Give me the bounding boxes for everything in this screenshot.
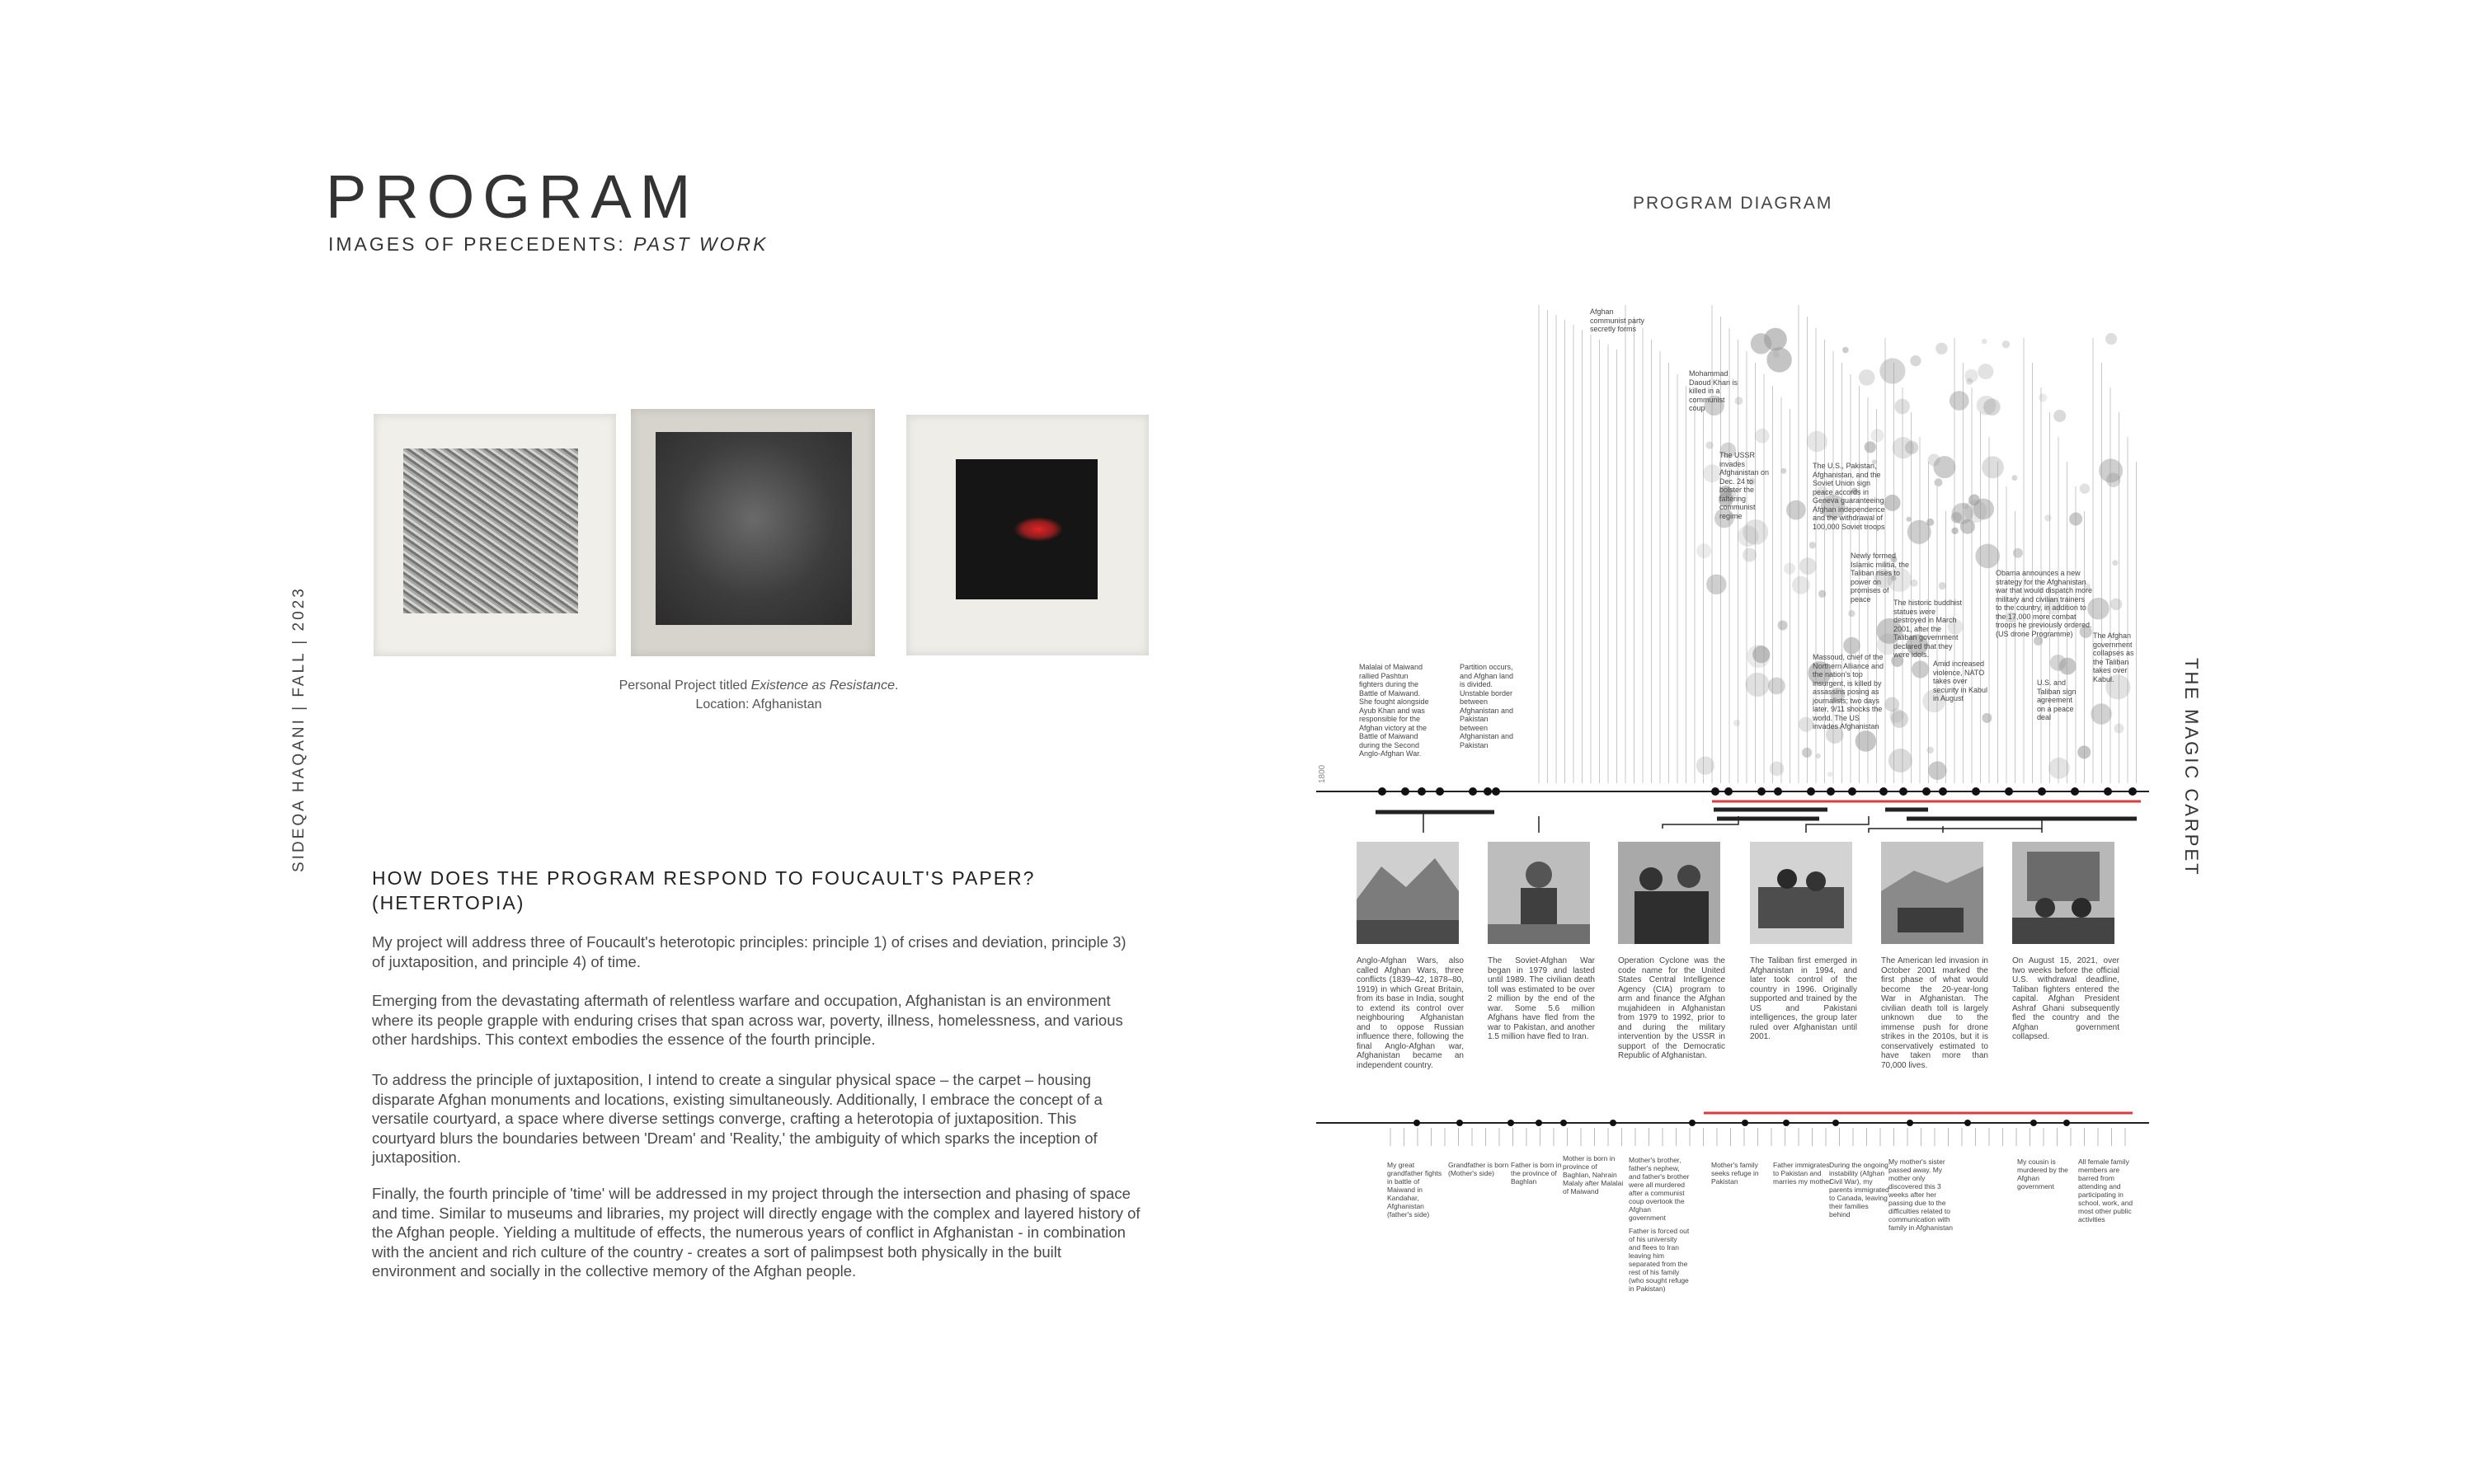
event-density-bubble <box>2048 758 2070 779</box>
timeline-event-dot <box>1807 787 1815 796</box>
timeline-note: The Afghan government collapses as the Taliban takes over Kabul. <box>2093 632 2134 683</box>
event-density-bubble <box>1743 548 1757 562</box>
project-side-label: THE MAGIC CARPET <box>2181 658 2202 877</box>
event-density-bubble <box>1755 429 1770 444</box>
event-density-bubble <box>1792 576 1810 594</box>
timeline-event-dot <box>1401 787 1409 796</box>
family-event-dot <box>1742 1120 1748 1126</box>
essay-paragraph: Finally, the fourth principle of 'time' will be addressed in my project through the intersection and phasing of space and time. Similar to museums and libraries, my project will directly engage with the complex and layered history of the Afghan people. Yielding a multitude of effects, the numerous years of conflict in Afghanistan - in combination with the ancient and rich culture of the country - creates a sort of palimpsest both physically in the built environment and socially in the collective memory of the Afghan people. <box>372 1185 1141 1280</box>
event-density-bubble <box>2002 340 2010 348</box>
caption-suffix: . <box>894 679 899 693</box>
essay-question: HOW DOES THE PROGRAM RESPOND TO FOUCAULT'S PAPER? (HETERTOPIA) <box>372 867 1036 913</box>
family-event-dot <box>1507 1120 1514 1126</box>
caption-prefix: Personal Project titled <box>618 679 751 693</box>
event-density-bubble <box>1778 621 1788 631</box>
family-timeline-note: During the ongoing instability (Afghan Civil War), my parents immigrated to Canada, leaving their families behind <box>1829 1161 1889 1219</box>
family-event-dot <box>1964 1120 1971 1126</box>
family-timeline-note: Grandfather is born (Mother's side) <box>1448 1161 1509 1177</box>
event-density-bubble <box>1977 396 1997 416</box>
event-density-bubble <box>1865 441 1876 453</box>
event-density-bubble <box>1893 437 1914 458</box>
event-density-bubble <box>1934 456 1956 478</box>
event-density-bubble <box>1856 730 1877 752</box>
event-density-bubble <box>1935 343 1947 355</box>
event-density-bubble <box>1802 748 1812 758</box>
timeline-event-dot <box>2038 787 2046 796</box>
family-timeline-note: Father is born in the province of Baghlan <box>1511 1161 1562 1186</box>
event-density-bubble <box>1907 517 1912 522</box>
event-density-bubble <box>1939 582 1946 589</box>
photo-american-invasion <box>1881 842 1983 944</box>
artwork-caption <box>577 676 940 714</box>
timeline-note: Partition occurs, and Afghan land is divided. Unstable border between Afghanistan and Pakistan between Afghanistan and Pakistan <box>1460 663 1514 749</box>
event-density-bubble <box>1859 369 1875 386</box>
event-density-bubble <box>1773 351 1780 358</box>
timeline-event-dot <box>1436 787 1444 796</box>
timeline-note: Malalai of Maiwand rallied Pashtun fighters during the Battle of Maiwand. She fought alongside Ayub Khan and was responsible for the Afghan victory at the Battle of Maiwand during the Second Anglo-Afghan War. <box>1359 663 1429 758</box>
event-density-bubble <box>1751 333 1771 354</box>
photo-operation-cyclone <box>1618 842 1720 944</box>
event-density-bubble <box>1966 378 1973 385</box>
event-density-bubble <box>2114 724 2124 734</box>
event-density-bubble <box>1768 678 1785 695</box>
timeline-event-dot <box>1774 787 1782 796</box>
event-density-bubble <box>1928 761 1947 780</box>
event-density-bubble <box>1935 478 1943 486</box>
timeline-note: The U.S., Pakistan, Afghanistan, and the Soviet Union sign peace accords in Geneva guaranteeing Afghan independence and the withdrawal of 100,000 Soviet troops <box>1813 462 1885 531</box>
event-density-bubble <box>1879 358 1905 383</box>
event-density-bubble <box>1745 673 1769 697</box>
family-event-dot <box>1907 1120 1913 1126</box>
event-density-bubble <box>1982 713 1992 723</box>
event-density-bubble <box>2069 513 2082 526</box>
subtitle-emphasis: PAST WORK <box>633 233 769 255</box>
event-density-bubble <box>2059 658 2077 675</box>
event-density-bubble <box>2039 393 2047 402</box>
family-event-dot <box>1689 1120 1696 1126</box>
essay-paragraph: My project will address three of Foucault's heterotopic principles: principle 1) of crises and deviation, principle 3) of juxtaposition, and principle 4) of time. <box>372 933 1126 970</box>
family-event-dot <box>1560 1120 1567 1126</box>
event-density-bubble <box>2110 599 2123 611</box>
timeline-event-dot <box>1492 787 1500 796</box>
family-event-dot <box>1832 1120 1839 1126</box>
event-density-bubble <box>1818 590 1826 598</box>
event-density-bubble <box>1978 364 1993 379</box>
event-density-bubble <box>2099 458 2123 482</box>
photo-description: The American led invasion in October 2001 marked the first phase of what would become the 20-year-long War in Afghanistan. The civilian death toll is largely unknown due to the immense push for drone strikes in the 2010s, but it is conservatively estimated to have taken more than 70,000 lives. <box>1881 956 1988 1070</box>
photo-taliban-takeover <box>2012 842 2114 944</box>
timeline-note: Obama announces a new strategy for the Afghanistan war that would dispatch more military and civilian trainers to the country, in addition to the 17,000 more combat troops he previously ordered. (US drone Programme) <box>1996 569 2093 638</box>
event-density-bubble <box>1770 762 1785 777</box>
family-event-dot <box>1413 1120 1420 1126</box>
photo-soviet-afghan-war <box>1488 842 1590 944</box>
timeline-event-dot <box>2005 787 2013 796</box>
event-density-bubble <box>1705 441 1713 448</box>
event-density-bubble <box>1843 637 1860 655</box>
photo-description: Anglo-Afghan Wars, also called Afghan Wars, three conflicts (1839–42, 1878–80, 1919) in which Great Britain, from its base in India, sought to extend its control over neighbouring Afghanistan and to oppose Russian influence there, following the final Anglo-Afghan war, Afghanistan became an independent country. <box>1357 956 1464 1070</box>
family-timeline-note: Father is forced out of his university and flees to Iran leaving him separated from the rest of his family (who sought refuge in Pakistan) <box>1629 1227 1690 1293</box>
timeline-event-dot <box>1418 787 1426 796</box>
event-density-bubble <box>1889 708 1903 722</box>
event-density-bubble <box>1786 500 1806 520</box>
photo-description: The Taliban first emerged in Afghanistan in 1994, and later took control of the country in 1996. Originally supported and trained by the US and Pakistani intelligences, the group later ruled over Afghanistan until 2001. <box>1750 956 1857 1041</box>
family-event-dot <box>1610 1120 1616 1126</box>
timeline-event-dot <box>1827 787 1835 796</box>
event-density-bubble <box>1894 399 1910 415</box>
timeline-event-dot <box>1922 787 1931 796</box>
event-density-bubble <box>1766 347 1791 372</box>
event-density-bubble <box>2077 745 2091 758</box>
family-timeline-note: All female family members are barred from attending and participating in school, work, and most other public activities <box>2078 1158 2133 1223</box>
event-density-bubble <box>1982 339 1987 344</box>
event-density-bubble <box>2012 475 2018 481</box>
event-density-bubble <box>1816 754 1821 758</box>
timeline-note: Newly formed Islamic militia, the Taliban rises to power on promises of peace <box>1851 552 1910 603</box>
timeline-event-dot <box>1469 787 1477 796</box>
essay-paragraph: Emerging from the devastating aftermath of relentless warfare and occupation, Afghanistan is an environment where its people grapple with enduring crises that span across war, poverty, illness, homelessness, and various other hardships. This context embodies the essence of the fourth principle. <box>372 992 1123 1048</box>
timeline-note: The historic buddhist statues were destroyed in March 2001, after the Taliban government declared that they were idols. <box>1893 599 1963 659</box>
event-density-bubble <box>1964 500 1987 523</box>
family-timeline-note: Mother is born in province of Baghlan, Nahrain Malaly after Malalai of Maiwand <box>1563 1154 1624 1195</box>
event-density-bubble <box>1696 543 1711 558</box>
event-density-bubble <box>1888 749 1912 773</box>
family-event-dot <box>1536 1120 1542 1126</box>
timeline-note: Massoud, chief of the Northern Alliance and the nation's top insurgent, is killed by assassins posing as journalists; two days later, 9/11 shocks the world. The US invades Afghanistan <box>1813 653 1884 730</box>
event-density-bubble <box>1848 610 1855 617</box>
event-density-bubble <box>1950 391 1969 411</box>
event-density-bubble <box>1951 528 1958 534</box>
timeline-note: Afghan communist party secretly forms <box>1590 308 1645 333</box>
timeline-event-dot <box>2071 787 2079 796</box>
event-density-bubble <box>1807 431 1827 452</box>
timeline-note: Mohammad Daoud Khan is killed in a communist coup <box>1689 369 1738 412</box>
family-event-dot <box>2063 1120 2070 1126</box>
timeline-event-dot <box>2128 787 2137 796</box>
page-subtitle <box>328 233 768 256</box>
timeline-event-dot <box>1848 787 1856 796</box>
event-density-bubble <box>1703 464 1721 482</box>
photo-taliban-emergence <box>1750 842 1852 944</box>
event-density-bubble <box>2044 514 2051 521</box>
event-density-bubble <box>1809 542 1816 548</box>
event-density-bubble <box>2105 333 2117 345</box>
event-density-bubble <box>1975 544 2000 569</box>
essay-paragraph: To address the principle of juxtaposition, I intend to create a singular physical space – the carpet – housing disparate Afghan monuments and locations, existing simultaneously. Additionally, I embrace the concept of a versatile courtyard, a space where diverse settings converge, crafting a heterotopia of juxtaposition. This courtyard blurs the boundaries between 'Dream' and 'Reality,' the ambiguity of which sparks the inception of juxtaposition. <box>372 1071 1103 1166</box>
page-title: PROGRAM <box>326 162 699 231</box>
event-density-bubble <box>1871 429 1884 442</box>
event-density-bubble <box>1926 747 1933 754</box>
event-density-bubble <box>2080 483 2090 493</box>
timeline-event-dot <box>1879 787 1888 796</box>
timeline-note: U.S. and Taliban sign agreement on a peace deal <box>2037 679 2077 721</box>
family-event-dot <box>2030 1120 2037 1126</box>
photo-description: Operation Cyclone was the code name for the United States Central Intelligence Agency (CIA) program to arm and finance the Afghan mujahideen in Afghanistan from 1979 to 1992, prior to and during the military intervention by the USSR in support of the Democratic Republic of Afghanistan. <box>1618 956 1725 1060</box>
axis-start-label: 1800 <box>1318 764 1327 783</box>
artwork-image-3 <box>906 415 1149 655</box>
diagram-title: PROGRAM DIAGRAM <box>1633 194 1833 213</box>
family-event-dot <box>1783 1120 1790 1126</box>
family-timeline-note: My great grandfather fights in battle of Maiwand in Kandahar, Afghanistan (father's side) <box>1387 1161 1442 1219</box>
event-density-bubble <box>1738 526 1759 547</box>
subtitle-prefix: IMAGES OF PRECEDENTS: <box>328 233 634 255</box>
event-density-bubble <box>1781 468 1787 474</box>
event-density-bubble <box>1907 520 1931 544</box>
event-density-bubble <box>2053 410 2066 422</box>
event-density-bubble <box>2091 703 2111 724</box>
timeline-event-dot <box>1757 787 1766 796</box>
timeline-note: The USSR invades Afghanistan on Dec. 24 to bolster the faltering communist regime <box>1719 451 1770 520</box>
artwork-image-2 <box>631 409 875 656</box>
artwork-image-1 <box>374 414 616 656</box>
event-density-bubble <box>2013 548 2023 558</box>
event-density-bubble <box>2112 560 2118 566</box>
event-density-bubble <box>1827 772 1832 777</box>
timeline-event-dot <box>1972 787 1980 796</box>
event-density-bubble <box>1799 557 1817 575</box>
event-density-bubble <box>1752 646 1770 663</box>
timeline-event-dot <box>2104 787 2112 796</box>
family-timeline-note: Mother's family seeks refuge in Pakistan <box>1711 1161 1759 1186</box>
timeline-event-dot <box>1899 787 1907 796</box>
event-density-bubble <box>1982 456 2004 478</box>
caption-location: Location: Afghanistan <box>695 697 822 711</box>
timeline-event-dot <box>1711 787 1719 796</box>
photo-description: On August 15, 2021, over two weeks before the official U.S. withdrawal deadline, Taliban fighters entered the capital. Afghan President Ashraf Ghani subsequently fled the country and the Afghan government collapsed. <box>2012 956 2119 1041</box>
author-side-label: SIDEQA HAQANI | FALL | 2023 <box>290 586 308 872</box>
photo-description: The Soviet-Afghan War began in 1979 and lasted until 1989. The civilian death toll was estimated to be over 2 million by the end of the war. Some 5.6 million Afghans have fled from the war to Pakistan, and another 1.5 million have fled to Iran. <box>1488 956 1595 1041</box>
timeline-note: Amid increased violence, NATO takes over security in Kabul in August <box>1933 660 1988 702</box>
photo-anglo-afghan-wars <box>1357 842 1459 944</box>
event-density-bubble <box>1784 563 1795 575</box>
event-density-bubble <box>1799 717 1813 732</box>
caption-title: Existence as Resistance <box>750 679 895 693</box>
event-density-bubble <box>1696 757 1714 775</box>
family-timeline-note: My cousin is murdered by the Afghan government <box>2017 1158 2068 1190</box>
event-density-bubble <box>1733 720 1740 726</box>
family-timeline-note: Father immigrates to Pakistan and marries my mother <box>1773 1161 1832 1186</box>
timeline-event-dot <box>1484 787 1492 796</box>
event-density-bubble <box>1842 347 1849 354</box>
family-timeline-note: My mother's sister passed away. My mother only discovered this 3 weeks after her passing due to the difficulties related to communication with family in Afghanistan <box>1888 1158 1953 1232</box>
timeline-event-dot <box>1724 787 1733 796</box>
event-density-bubble <box>1910 355 1921 366</box>
family-event-dot <box>1456 1120 1463 1126</box>
event-density-bubble <box>1706 575 1726 594</box>
event-density-bubble <box>1912 660 1929 678</box>
timeline-event-dot <box>1939 787 1947 796</box>
timeline-event-dot <box>1378 787 1386 796</box>
family-timeline-note: Mother's brother, father's nephew, and father's brother were all murdered after a communist coup overtook the Afghan government <box>1629 1156 1690 1222</box>
